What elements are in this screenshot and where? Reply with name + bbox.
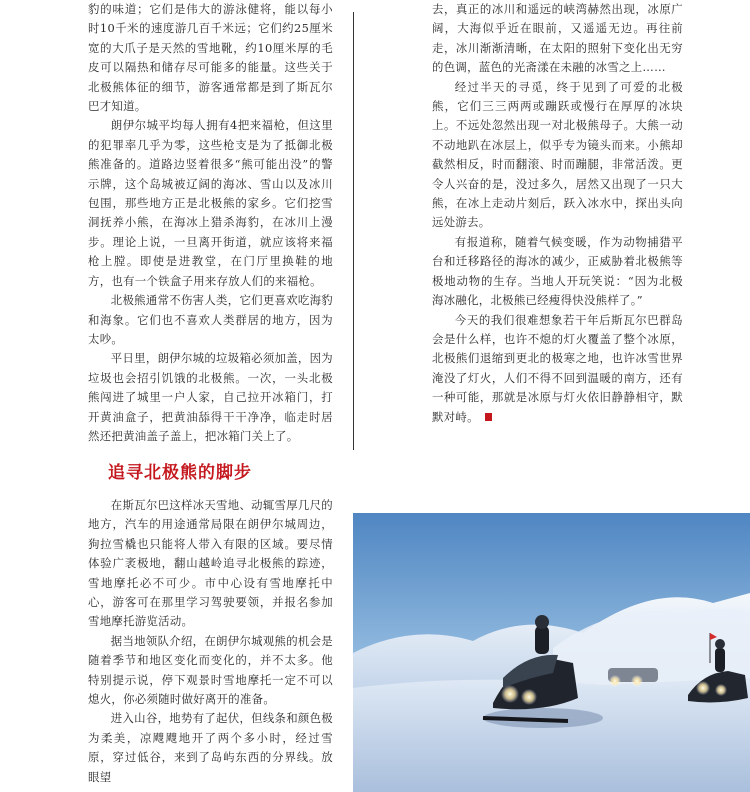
body-paragraph: 经过半天的寻觅，终于见到了可爱的北极熊，它们三三两两或蹦跃或慢行在厚厚的冰块上。不远处忽然出现一对北极熊母子。大熊一动不动地趴在冰层上，似乎专为镜头而来。小熊却截然相反，时而翻滚、时而蹦腿，非常活泼。更令人兴奋的是，没过多久，居然又出现了一只大熊，在冰上走动片刻后，跃入冰水中，探出头向远处游去。 — [432, 79, 683, 230]
body-paragraph: 据当地领队介绍，在朗伊尔城观熊的机会是随着季节和地区变化而变化的，并不太多。他特别提示说，停下观景时雪地摩托一定不可以熄火，你必须随时做好离开的准备。 — [88, 633, 333, 707]
section-heading: 追寻北极熊的脚步 — [108, 463, 252, 483]
body-paragraph: 豹的味道；它们是伟大的游泳健将，能以每小时10千米的速度游几百千米远；它们约25厘米宽的大爪子是天然的雪地靴，约10厘米厚的毛皮可以隔热和储存尽可能多的能量。这些关于北极熊体征的细节，游客通常都是到了斯瓦尔巴才知道。 — [88, 2, 333, 114]
body-paragraph: 朗伊尔城平均每人拥有4把来福枪，但这里的犯罪率几乎为零，这些枪支是为了抵御北极熊准备的。道路边竖着很多“熊可能出没”的警示牌，这个岛城被辽阔的海冰、雪山以及冰川包围，那些地方正是北极熊的家乡。它们挖雪洞抚养小熊，在海冰上猎杀海豹，在冰川上漫步。理论上说，一旦离开街道，就应该将来福枪上膛。即使是进教堂，在门厅里换鞋的地方，也有一个铁盒子用来存放人们的来福枪。 — [88, 118, 333, 288]
body-paragraph: 今天的我们很难想象若干年后斯瓦尔巴群岛会是什么样，也许不熄的灯火覆盖了整个冰原，北极熊们退缩到更北的极寒之地，也许冰雪世界淹没了灯火，人们不得不回到温暖的南方，还有一种可能，那就是冰原与灯火依旧静静相守，默默对峙。 — [432, 312, 683, 424]
body-paragraph: 去，真正的冰川和遥远的峡湾赫然出现，冰原广阔，大海似乎近在眼前，又遥遥无边。再往前走，冰川渐渐清晰，在太阳的照射下变化出无穷的色调，蓝色的光斋漾在未融的冰雪之上…… — [432, 2, 683, 75]
body-paragraph: 有报道称，随着气候变暖，作为动物捕猎平台和迁移路径的海冰的减少，正威胁着北极熊等极地动物的生存。当地人开玩笑说：“因为北极海冰融化，北极熊已经瘦得快没熊样了。” — [432, 234, 683, 308]
column-divider — [353, 12, 354, 450]
right-column-top — [432, 0, 683, 427]
left-column-bottom — [88, 496, 333, 787]
body-paragraph: 北极熊通常不伤害人类，它们更喜欢吃海豹和海象。它们也不喜欢人类群居的地方，因为太吵。 — [88, 293, 333, 346]
body-paragraph: 进入山谷，地势有了起伏，但线条和颜色极为柔美，凉飕飕地开了两个多小时，经过雪原，穿过低谷，来到了岛屿东西的分界线。放眼望 — [88, 711, 333, 784]
body-paragraph: 在斯瓦尔巴这样冰天雪地、动辄雪厚几尺的地方，汽车的用途通常局限在朗伊尔城周边，狗拉雪橇也只能将人带入有限的区域。要尽情体验广袤极地，翻山越岭追寻北极熊的踪迹，雪地摩托必不可少。市中心设有雪地摩托中心，游客可在那里学习驾驶要领，并报名参加雪地摩托游览活动。 — [88, 498, 333, 629]
left-column-top — [88, 0, 333, 446]
rider — [535, 626, 549, 654]
end-mark-icon — [485, 413, 492, 421]
snowmobile-photo — [353, 513, 750, 792]
body-paragraph: 平日里，朗伊尔城的垃圾箱必须加盖，因为垃圾也会招引饥饿的北极熊。一次，一头北极熊闯进了城里一户人家，自己拉开冰箱门，打开黄油盒子，把黄油舔得干干净净，临走时居然还把黄油盖子盖上，把冰箱门关上了。 — [88, 351, 333, 443]
